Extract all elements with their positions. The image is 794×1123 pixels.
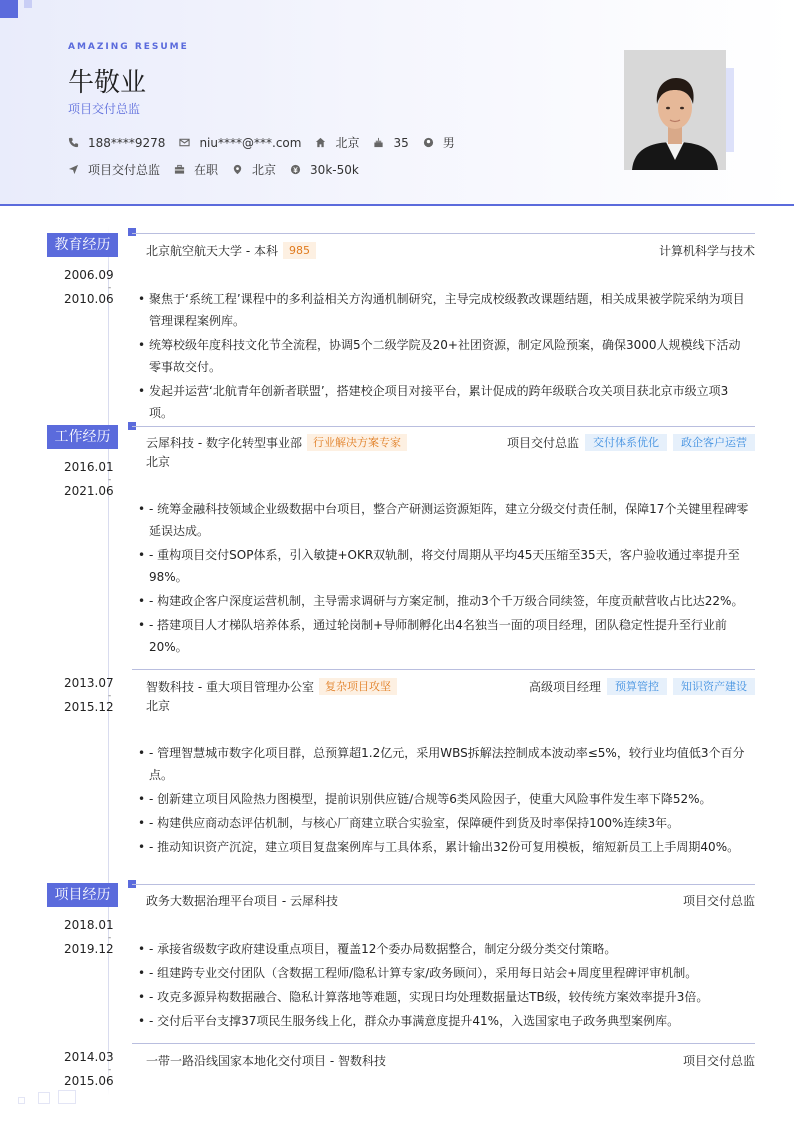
mail-icon	[179, 137, 190, 148]
section-title-projects: 项目经历	[47, 883, 118, 907]
work-start-date: 2013.07	[64, 676, 114, 690]
contact-info-row	[68, 134, 469, 151]
decorative-square	[38, 1092, 50, 1104]
target-role-text: 项目交付总监	[88, 163, 161, 177]
salary-text: 30k-50k	[310, 162, 359, 177]
list-item: • - 推动知识资产沉淀，建立项目复盘案例库与工具体系，累计输出32份可复用模板，缩短新员工上手周期40%。	[138, 836, 750, 858]
decorative-square-small	[24, 0, 32, 8]
age-text: 35	[393, 135, 409, 150]
gender-info	[423, 134, 455, 151]
decorative-square	[18, 1097, 25, 1104]
company-name: 智数科技 - 重大项目管理办公室	[146, 680, 314, 694]
project-name: 一带一路沿线国家本地化交付项目 - 智数科技	[146, 1054, 386, 1068]
work-location: 北京	[146, 455, 171, 469]
candidate-title: 项目交付总监	[68, 102, 141, 116]
company-badge: 复杂项目攻坚	[319, 678, 397, 695]
list-item: • - 构建政企客户深度运营机制，主导需求调研与方案定制，推动3个千万级合同续签，年度贡献营收占比达22%。	[138, 590, 750, 612]
project-start-date: 2014.03	[64, 1050, 114, 1064]
skill-tag: 知识资产建设	[673, 678, 755, 695]
portrait-illustration	[624, 50, 726, 170]
section-marker	[128, 228, 136, 236]
project-role: 项目交付总监	[682, 1054, 755, 1068]
work-location: 北京	[146, 699, 171, 713]
decorative-square	[58, 1090, 76, 1104]
hometown-info	[315, 134, 359, 151]
list-item: • - 组建跨专业交付团队（含数据工程师/隐私计算专家/政务顾问），采用每日站会+周度里程碑评审机制。	[138, 962, 750, 984]
list-item: • - 管理智慧城市数字化项目群，总预算超1.2亿元，采用WBS拆解法控制成本波动率≤5%，较行业均值低3个百分点。	[138, 742, 750, 786]
briefcase-icon	[174, 164, 185, 175]
project-end-date: 2015.06	[64, 1074, 114, 1088]
target-city-info	[232, 161, 276, 178]
date-separator: -	[108, 933, 112, 943]
date-separator: -	[108, 691, 112, 701]
send-icon	[68, 164, 79, 175]
email-info	[179, 136, 301, 150]
work-bullets	[138, 498, 750, 660]
decorative-square	[0, 0, 18, 18]
work-entry-header	[146, 434, 755, 451]
location-pin-icon	[232, 164, 243, 175]
section-divider	[132, 426, 755, 427]
list-item: • - 重构项目交付SOP体系，引入敏捷+OKR双轨制，将交付周期从平均45天压缩至35天，客户验收通过率提升至98%。	[138, 544, 750, 588]
skill-tag: 政企客户运营	[673, 434, 755, 451]
project-bullets	[138, 938, 750, 1034]
section-title-education: 教育经历	[47, 233, 118, 257]
school-name: 北京航空航天大学 - 本科	[146, 244, 278, 258]
status-text: 在职	[194, 163, 219, 177]
project-entry-header	[146, 892, 755, 909]
list-item: • - 攻克多源异构数据融合、隐私计算落地等难题，实现日均处理数据量达TB级，较传统方案效率提升3倍。	[138, 986, 750, 1008]
job-intent-row	[68, 161, 373, 178]
age-info	[373, 136, 408, 150]
list-item: • - 交付后平台支撑37项民生服务线上化，群众办事满意度提升41%，入选国家电子政务典型案例库。	[138, 1010, 750, 1032]
cake-icon	[373, 137, 384, 148]
home-icon	[315, 137, 326, 148]
list-item: • - 构建供应商动态评估机制，与核心厂商建立联合实验室，保障硬件到货及时率保持100%连续3年。	[138, 812, 750, 834]
candidate-name: 牛敬业	[68, 68, 147, 98]
list-item: • 发起并运营‘北航青年创新者联盟’，搭建校企项目对接平台，累计促成的跨年级联合攻关项目获北京市级立项3项。	[138, 380, 750, 424]
project-name: 政务大数据治理平台项目 - 云犀科技	[146, 894, 338, 908]
school-badge: 985	[283, 242, 316, 259]
list-item: • 聚焦于‘系统工程’课程中的多利益相关方沟通机制研究，主导完成校级教改课题结题，相关成果被学院采纳为项目管理课程案例库。	[138, 288, 750, 332]
list-item: • 统筹校级年度科技文化节全流程，协调5个二级学院及20+社团资源，制定风险预案，确保3000人规模线下活动零事故交付。	[138, 334, 750, 378]
project-entry-header	[146, 1052, 755, 1069]
work-end-date: 2021.06	[64, 484, 114, 498]
project-end-date: 2019.12	[64, 942, 114, 956]
work-bullets	[138, 742, 750, 860]
money-icon	[290, 164, 301, 175]
section-divider	[132, 233, 755, 234]
list-item: • - 创新建立项目风险热力图模型，提前识别供应链/合规等6类风险因子，使重大风险事件发生率下降52%。	[138, 788, 750, 810]
company-badge: 行业解决方案专家	[307, 434, 407, 451]
date-separator: -	[108, 1065, 112, 1075]
project-start-date: 2018.01	[64, 918, 114, 932]
section-title-work: 工作经历	[47, 425, 118, 449]
resume-header	[0, 0, 794, 206]
education-end-date: 2010.06	[64, 292, 114, 306]
major: 计算机科学与技术	[658, 244, 755, 258]
skill-tag: 交付体系优化	[585, 434, 667, 451]
date-separator: -	[108, 283, 112, 293]
education-entry-header	[146, 242, 755, 259]
resume-tagline: AMAZING RESUME	[68, 42, 189, 52]
target-city-text: 北京	[252, 163, 277, 177]
phone-info	[68, 136, 165, 150]
target-role-info	[68, 161, 160, 178]
phone-text: 188****9278	[88, 135, 166, 150]
date-separator: -	[108, 475, 112, 485]
gender-icon	[423, 137, 434, 148]
list-item: • - 承接省级数字政府建设重点项目，覆盖12个委办局数据整合，制定分级分类交付策略。	[138, 938, 750, 960]
gender-text: 男	[442, 136, 455, 150]
work-start-date: 2016.01	[64, 460, 114, 474]
hometown-text: 北京	[335, 136, 360, 150]
work-entry-header	[146, 678, 755, 695]
education-bullets	[138, 288, 750, 426]
list-item: • - 搭建项目人才梯队培养体系，通过轮岗制+导师制孵化出4名独当一面的项目经理，团队稳定性提升至行业前20%。	[138, 614, 750, 658]
salary-info	[290, 163, 359, 177]
section-divider	[132, 884, 755, 885]
skill-tag: 预算管控	[607, 678, 667, 695]
profile-photo	[624, 50, 726, 170]
phone-icon	[68, 137, 79, 148]
job-role: 高级项目经理	[528, 680, 601, 694]
entry-divider	[132, 669, 755, 670]
entry-divider	[132, 1043, 755, 1044]
education-start-date: 2006.09	[64, 268, 114, 282]
list-item: • - 统筹金融科技领域企业级数据中台项目，整合产研测运资源矩阵，建立分级交付责任制，保障17个关键里程碑零延误达成。	[138, 498, 750, 542]
email-text: niu****@***.com	[199, 135, 302, 150]
status-info	[174, 161, 218, 178]
work-end-date: 2015.12	[64, 700, 114, 714]
company-name: 云犀科技 - 数字化转型事业部	[146, 436, 302, 450]
timeline-line	[108, 226, 112, 1096]
job-role: 项目交付总监	[506, 436, 579, 450]
project-role: 项目交付总监	[682, 894, 755, 908]
